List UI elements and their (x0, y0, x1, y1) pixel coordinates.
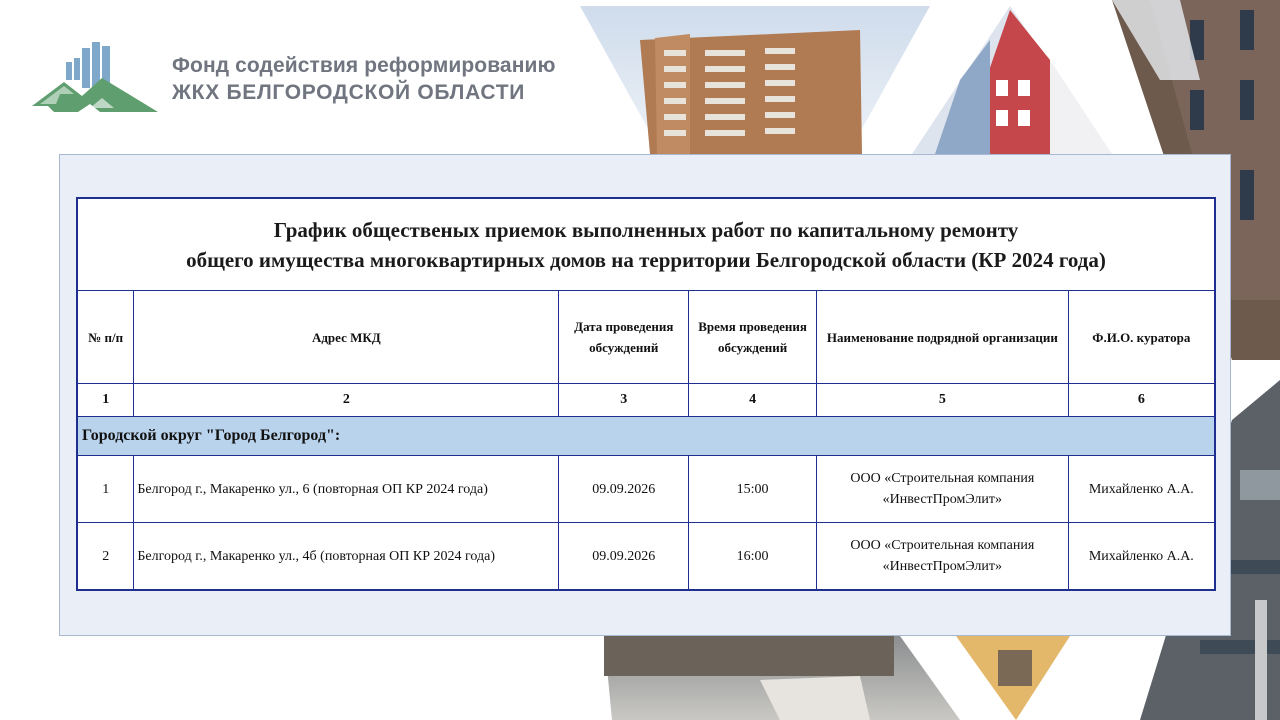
table-title-row (77, 198, 1215, 291)
fund-logo (30, 38, 160, 116)
building-photo-6 (956, 636, 1070, 720)
header-address: Адрес МКД (134, 291, 559, 384)
table-title-line1: График общественых приемок выполненных работ по капитальному ремонту (273, 217, 1019, 242)
row-contractor-line1: ООО «Строительная компания (850, 538, 1035, 553)
table-title (77, 198, 1215, 291)
header-time: Время проведения обсуждений (689, 291, 817, 384)
row-curator: Михайленко А.А. (1068, 456, 1215, 523)
organization-name-line1: Фонд содействия реформированию (172, 54, 556, 77)
row-contractor (817, 456, 1069, 523)
building-photo-2 (912, 6, 1112, 154)
column-number-row (77, 384, 1215, 417)
row-contractor-line2: «ИнвестПромЭлит» (882, 492, 1003, 507)
column-number: 3 (559, 384, 689, 417)
column-number: 6 (1068, 384, 1215, 417)
table-header-row (77, 291, 1215, 384)
row-contractor-line2: «ИнвестПромЭлит» (882, 559, 1003, 574)
row-address: Белгород г., Макаренко ул., 6 (повторная ОП КР 2024 года) (134, 456, 559, 523)
row-address: Белгород г., Макаренко ул., 4б (повторная ОП КР 2024 года) (134, 523, 559, 591)
column-number: 1 (77, 384, 134, 417)
building-photo-1 (580, 6, 930, 154)
header-contractor: Наименование подрядной организации (817, 291, 1069, 384)
building-photo-5 (604, 636, 960, 720)
table-row (77, 456, 1215, 523)
column-number: 5 (817, 384, 1069, 417)
header-curator: Ф.И.О. куратора (1068, 291, 1215, 384)
header-num: № п/п (77, 291, 134, 384)
district-row (77, 417, 1215, 456)
row-time: 15:00 (689, 456, 817, 523)
organization-name (172, 52, 556, 106)
column-number: 4 (689, 384, 817, 417)
row-date: 09.09.2026 (559, 456, 689, 523)
header-date: Дата проведения обсуждений (559, 291, 689, 384)
organization-name-line2: ЖКХ БЕЛГОРОДСКОЙ ОБЛАСТИ (172, 81, 526, 104)
schedule-table (76, 197, 1216, 591)
table-title-line2: общего имущества многоквартирных домов на территории Белгородской области (КР 2024 года) (186, 247, 1106, 272)
row-date: 09.09.2026 (559, 523, 689, 591)
table-row (77, 523, 1215, 591)
row-num: 2 (77, 523, 134, 591)
row-contractor (817, 523, 1069, 591)
row-contractor-line1: ООО «Строительная компания (850, 471, 1035, 486)
column-number: 2 (134, 384, 559, 417)
row-time: 16:00 (689, 523, 817, 591)
district-label: Городской округ "Город Белгород": (77, 417, 1215, 456)
row-num: 1 (77, 456, 134, 523)
row-curator: Михайленко А.А. (1068, 523, 1215, 591)
